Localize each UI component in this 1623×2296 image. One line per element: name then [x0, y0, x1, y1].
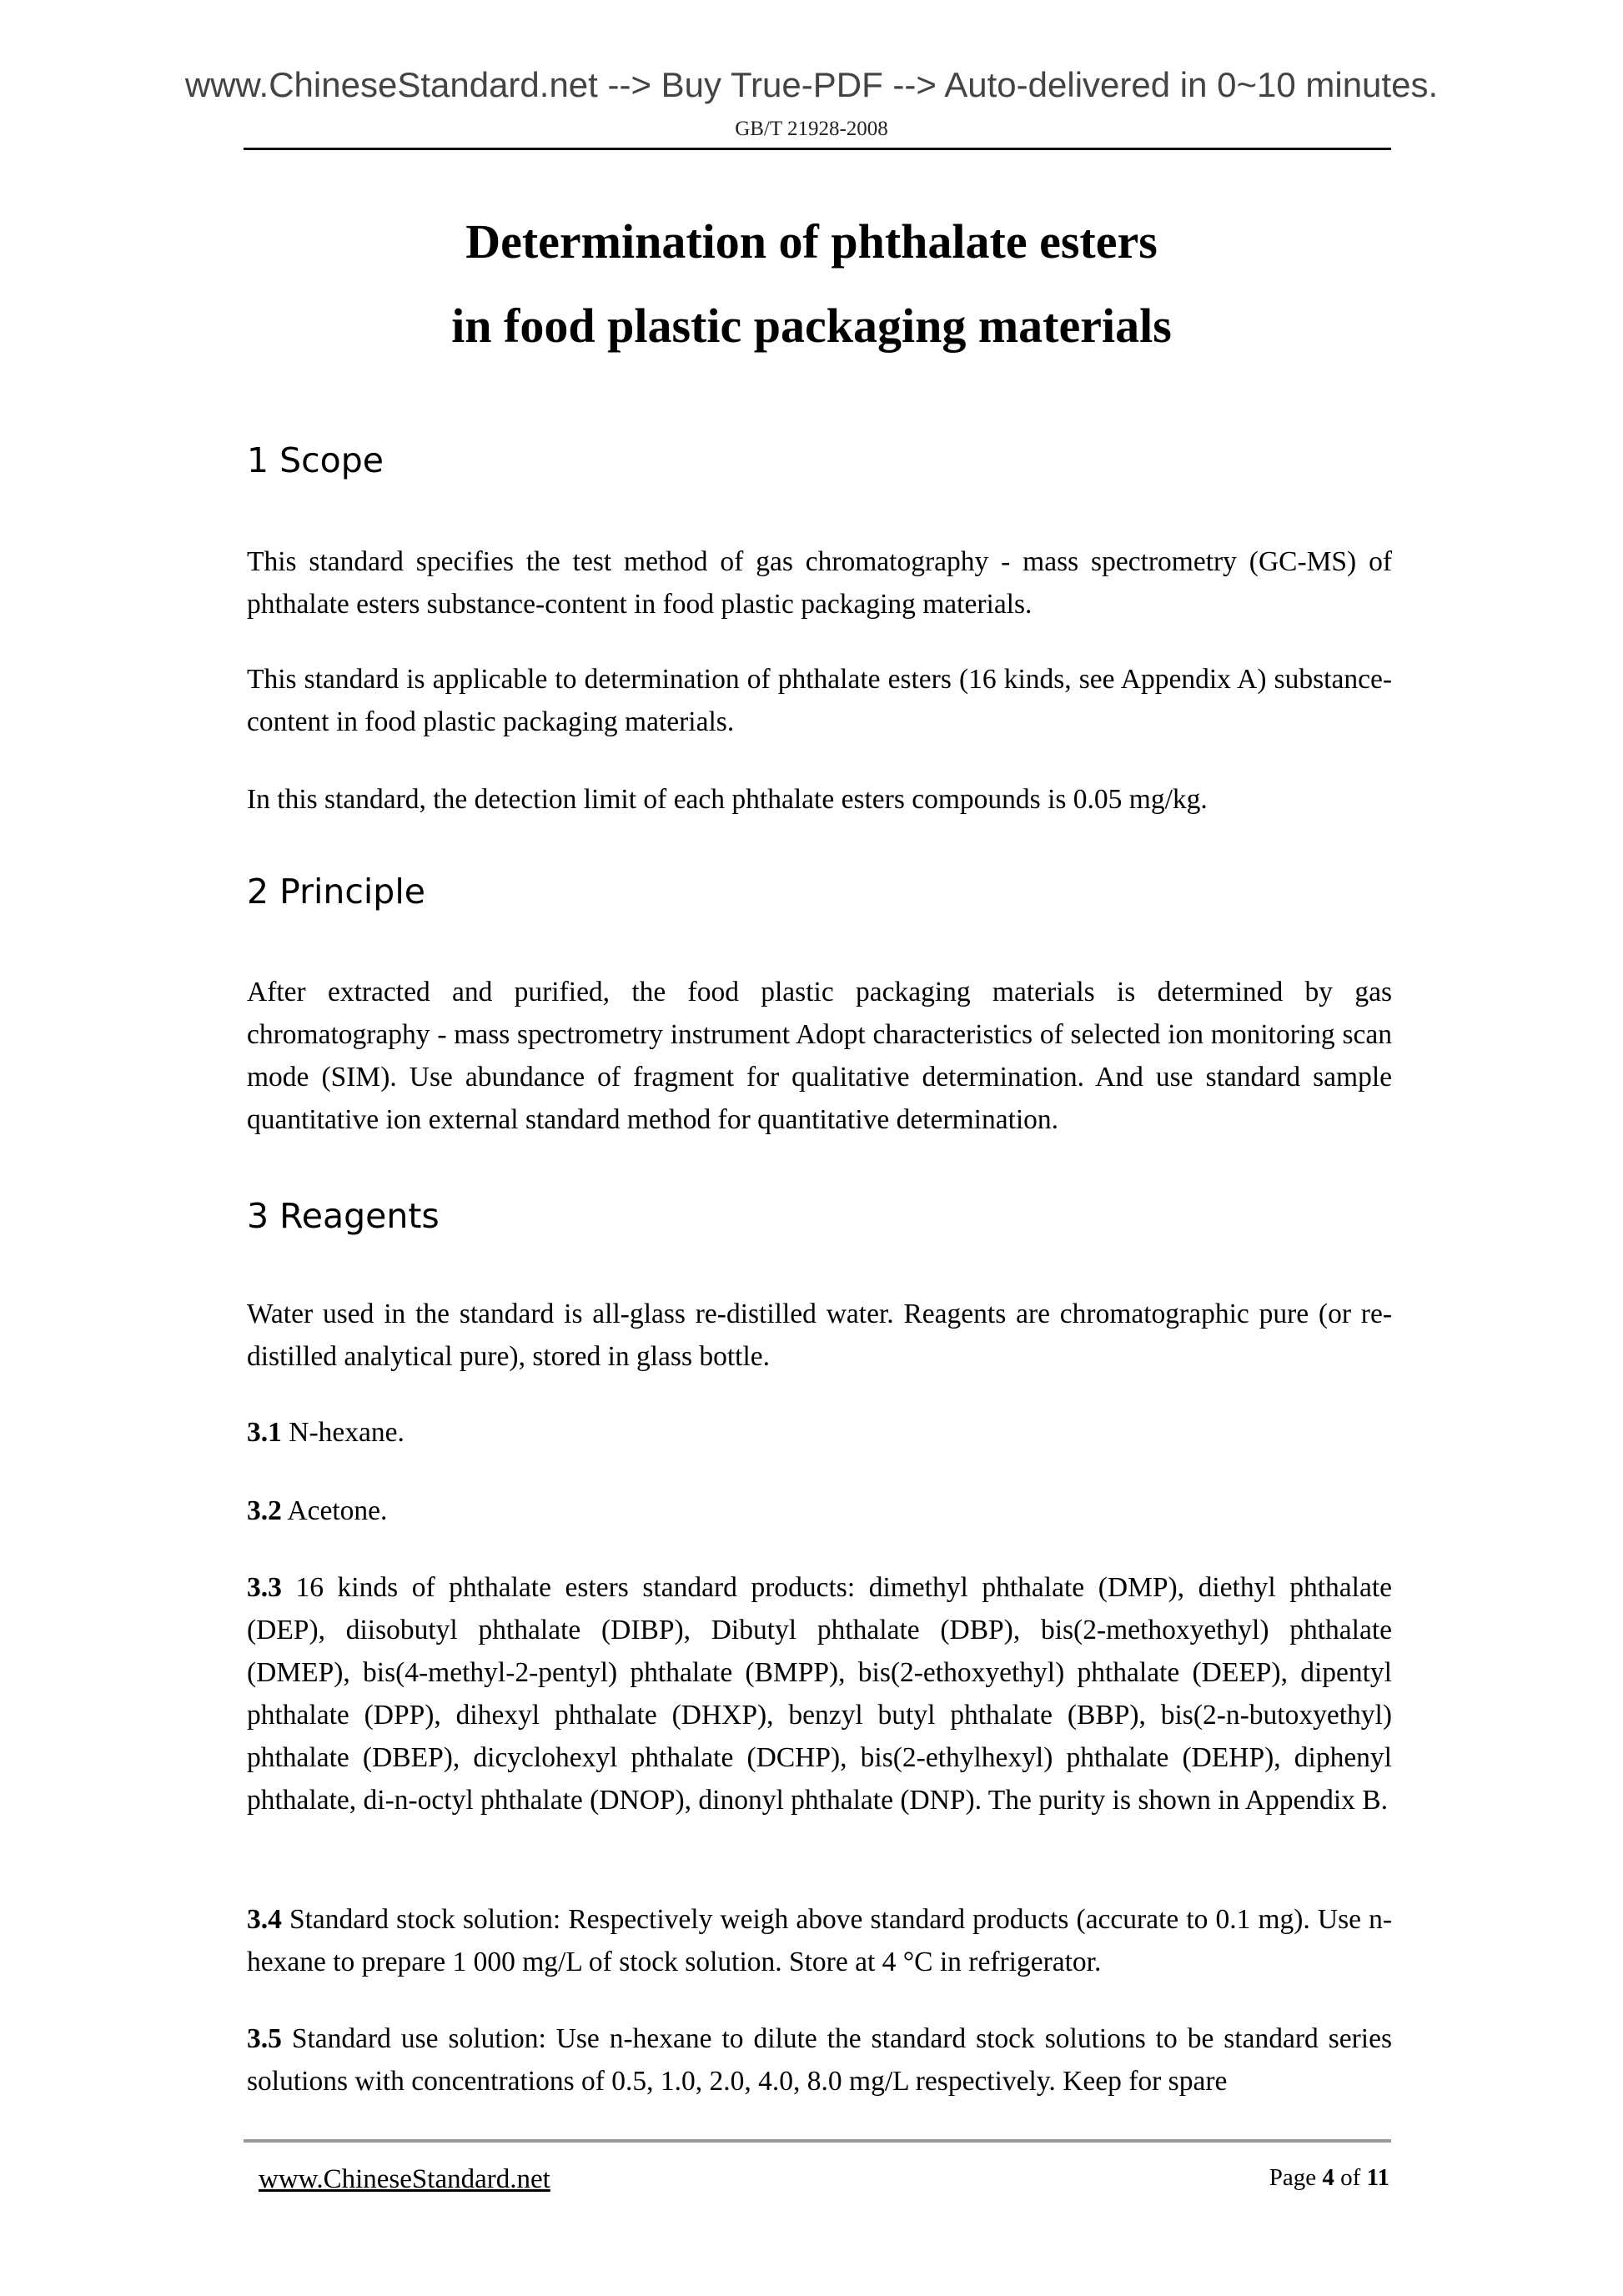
heading-reagents: 3 Reagents: [247, 1196, 440, 1236]
item-number: 3.5: [247, 2023, 282, 2054]
item-text: N-hexane.: [281, 1417, 404, 1448]
item-number: 3.3: [247, 1572, 282, 1603]
page-prefix: Page: [1269, 2164, 1323, 2191]
page-current: 4: [1322, 2164, 1334, 2191]
reagent-item: [247, 1898, 1392, 1983]
item-number: 3.4: [247, 1904, 282, 1935]
scope-paragraph-2: This standard is applicable to determination of phthalate esters (16 kinds, see Appendix A) substance-content in food plastic packaging materials.: [247, 664, 1392, 737]
footer-website-link[interactable]: www.ChineseStandard.net: [259, 2164, 550, 2194]
header-divider: [244, 148, 1391, 150]
heading-scope: 1 Scope: [247, 440, 384, 480]
reagent-item: [247, 2017, 1392, 2103]
page-total: 11: [1366, 2164, 1389, 2191]
footer-divider: [244, 2139, 1391, 2143]
reagent-item: [247, 1411, 1392, 1454]
item-text: Standard stock solution: Respectively weigh above standard products (accurate to 0.1 mg). Use n-hexane to prepare 1 000 mg/L of stock solution. Store at 4 °C in refrigerator.: [247, 1904, 1392, 1977]
scope-paragraph-1: This standard specifies the test method of gas chromatography - mass spectrometry (GC-MS) of phthalate esters substance-content in food plastic packaging materials.: [247, 546, 1392, 620]
item-text: Standard use solution: Use n-hexane to dilute the standard stock solutions to be standard series solutions with concentrations of 0.5, 1.0, 2.0, 4.0, 8.0 mg/L respectively. Keep for spare: [247, 2023, 1392, 2097]
scope-paragraph-3: In this standard, the detection limit of each phthalate esters compounds is 0.05 mg/kg.: [247, 784, 1208, 815]
reagent-item: [247, 1490, 1392, 1532]
principle-paragraph: After extracted and purified, the food plastic packaging materials is determined by gas chromatography - mass spectrometry instrument Adopt characteristics of selected ion monitoring scan mode (SIM). Use abundance of fragment for qualitative determination. And use standard sample quantitative ion external standard method for quantitative determination.: [247, 977, 1392, 1135]
item-text: 16 kinds of phthalate esters standard products: dimethyl phthalate (DMP), diethyl phthalate (DEP), diisobutyl phthalate (DIBP), Dibutyl phthalate (DBP), bis(2-methoxyethyl) phthalate (DMEP), bis(4-methyl-2-pentyl) phthalate (BMPP), bis(2-ethoxyethyl) phthalate (DEEP), dipentyl phthalate (DPP), dihexyl phthalate (DHXP), benzyl butyl phthalate (BBP), bis(2-n-butoxyethyl) phthalate (DBEP), dicyclohexyl phthalate (DCHP), bis(2-ethylhexyl) phthalate (DEHP), diphenyl phthalate, di-n-octyl phthalate (DNOP), dinonyl phthalate (DNP). The purity is shown in Appendix B.: [247, 1572, 1392, 1816]
banner-text: www.ChineseStandard.net --> Buy True-PDF --> Auto-delivered in 0~10 minutes.: [184, 65, 1439, 104]
reagent-item: [247, 1566, 1392, 1821]
item-text: Acetone.: [281, 1495, 388, 1526]
document-title-line1: Determination of phthalate esters: [465, 214, 1158, 269]
item-number: 3.1: [247, 1417, 282, 1448]
page-of: of: [1334, 2164, 1367, 2191]
page-indicator: [1269, 2164, 1389, 2192]
item-number: 3.2: [247, 1495, 282, 1526]
standard-number: GB/T 21928-2008: [735, 118, 888, 140]
document-title-line2: in food plastic packaging materials: [451, 299, 1172, 353]
reagents-paragraph: Water used in the standard is all-glass re-distilled water. Reagents are chromatographic pure (or re-distilled analytical pure), stored in glass bottle.: [247, 1299, 1392, 1372]
heading-principle: 2 Principle: [247, 872, 425, 912]
